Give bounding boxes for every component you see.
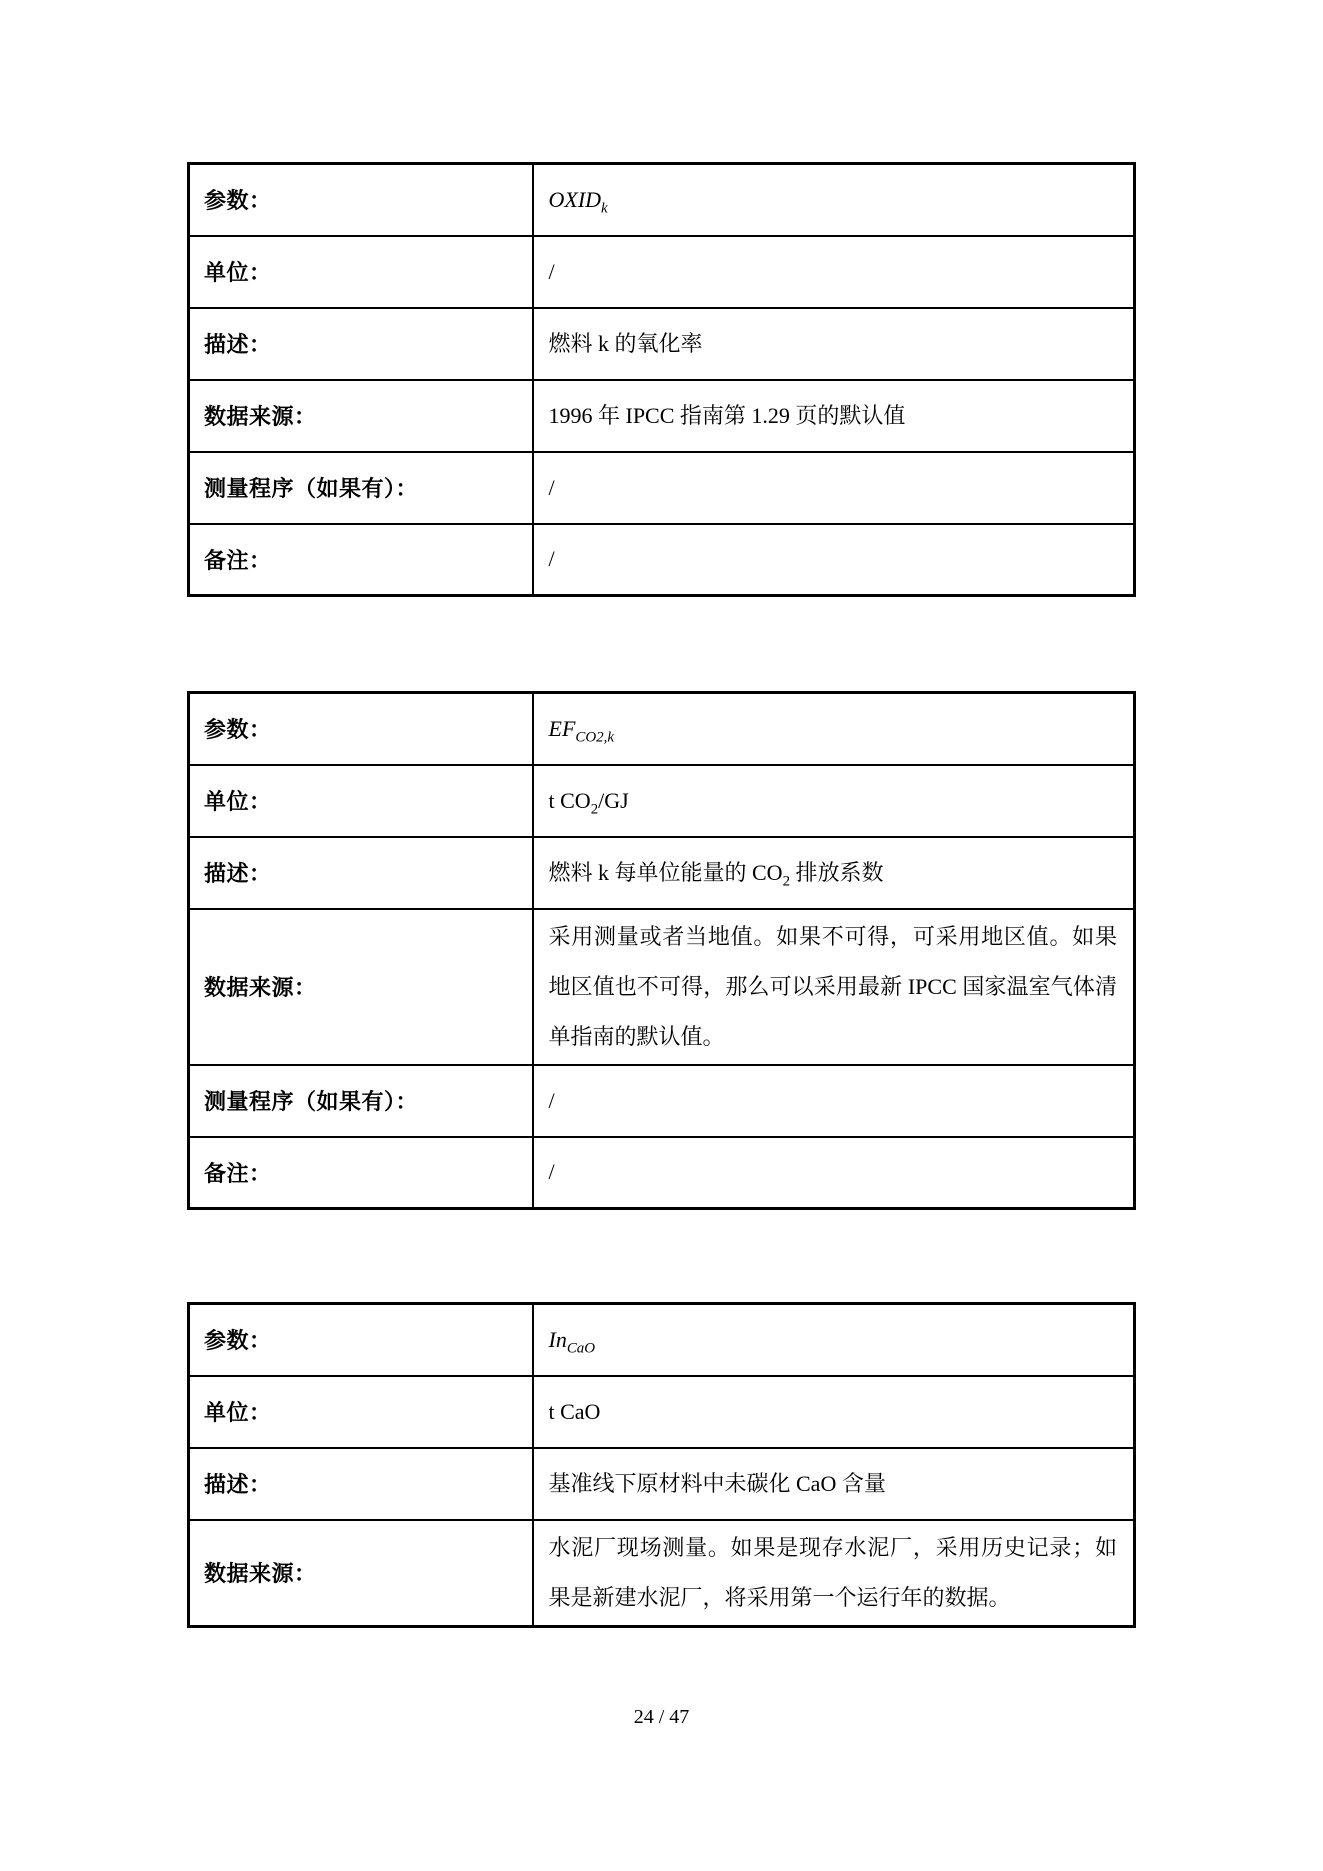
row-label-cell: 参数： [189,164,533,236]
row-value-cell [533,1137,1135,1209]
row-value-cell [533,164,1135,236]
text-segment: 基准线下原材料中未碳化 CaO 含量 [548,1470,886,1496]
text-segment: 燃料 k 的氧化率 [548,330,703,356]
row-label-cell: 数据来源： [189,1520,533,1627]
row-value-cell [533,765,1135,837]
text-segment: 燃料 k 每单位能量的 CO [548,859,783,885]
table-row [189,1304,1135,1376]
row-label-cell: 描述： [189,837,533,909]
row-label-cell: 单位： [189,236,533,308]
row-label-cell: 备注： [189,524,533,596]
table-row [189,693,1135,765]
table-row [189,837,1135,909]
subscript-text: CaO [566,1340,596,1357]
text-segment: 1996 年 IPCC 指南第 1.29 页的默认值 [548,402,906,428]
row-label-cell: 参数： [189,693,533,765]
text-segment: / [548,474,555,500]
table-row [189,1520,1135,1627]
text-segment: 水泥厂现场测量。如果是现存水泥厂，采用历史记录；如果是新建水泥厂，将采用第一个运行年的数据。 [548,1534,1117,1610]
table-row [189,765,1135,837]
row-value-cell [533,1304,1135,1376]
subscript-text: CO2,k [575,729,615,746]
row-value-cell [533,1065,1135,1137]
table-row [189,452,1135,524]
row-label-cell: 参数： [189,1304,533,1376]
table-row [189,1376,1135,1448]
row-label-cell: 备注： [189,1137,533,1209]
row-value-cell [533,452,1135,524]
text-segment: t CaO [548,1398,601,1424]
text-segment: t CO [548,787,591,813]
subscript-text: k [601,200,608,217]
table-row [189,236,1135,308]
row-label-cell: 数据来源： [189,909,533,1065]
text-segment: In [548,1326,567,1352]
row-value-cell [533,1376,1135,1448]
table-row [189,909,1135,1065]
table-row [189,524,1135,596]
text-segment: / [548,258,555,284]
table-row [189,380,1135,452]
row-value-cell [533,1520,1135,1627]
subscript-text: 2 [590,800,599,817]
row-label-cell: 描述： [189,1448,533,1520]
row-label-cell: 描述： [189,308,533,380]
row-label-cell: 测量程序（如果有）： [189,452,533,524]
table-row [189,1448,1135,1520]
text-segment: EF [548,715,576,741]
row-value-cell [533,236,1135,308]
parameter-table-oxid [187,162,1136,597]
row-value-cell [533,837,1135,909]
row-value-cell [533,909,1135,1065]
parameter-table-in-cao [187,1302,1136,1628]
row-value-cell [533,524,1135,596]
text-segment: 排放系数 [790,859,884,885]
page-number: 24 / 47 [633,1706,690,1728]
text-segment: /GJ [598,787,629,813]
row-label-cell: 单位： [189,765,533,837]
text-segment: OXID [548,186,602,212]
row-label-cell: 单位： [189,1376,533,1448]
table-row [189,308,1135,380]
text-segment: / [548,1087,555,1113]
subscript-text: 2 [782,872,791,889]
row-label-cell: 数据来源： [189,380,533,452]
row-value-cell [533,308,1135,380]
row-value-cell [533,1448,1135,1520]
table-row [189,1137,1135,1209]
text-segment: / [548,546,555,572]
row-value-cell [533,693,1135,765]
row-value-cell [533,380,1135,452]
table-row [189,164,1135,236]
text-segment: 采用测量或者当地值。如果不可得，可采用地区值。如果地区值也不可得，那么可以采用最新 IPCC 国家温室气体清单指南的默认值。 [548,923,1117,1049]
row-label-cell: 测量程序（如果有）： [189,1065,533,1137]
text-segment: / [548,1159,555,1185]
parameter-table-ef-co2 [187,691,1136,1210]
table-row [189,1065,1135,1137]
